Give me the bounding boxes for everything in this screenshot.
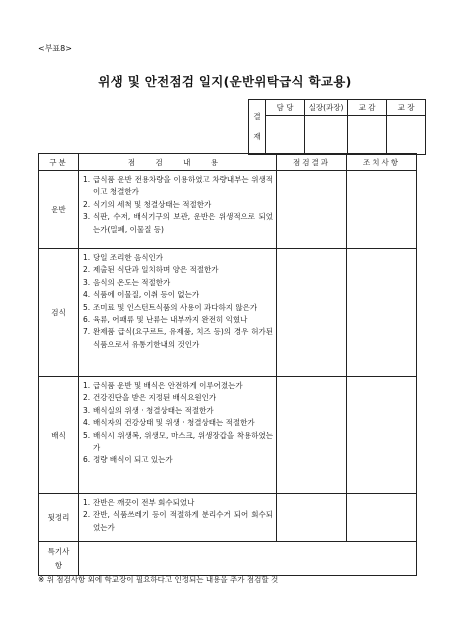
- list-item: 5. 조미료 및 인스턴트식품의 사용이 과다하지 않은가: [83, 302, 258, 312]
- list-item: 7. 완제품 급식(요구르트, 유제품, 치즈 등)의 경우 허가된 식품으로서 유통기한내의 것인가: [83, 327, 273, 349]
- approval-side-label: 결 재: [249, 100, 266, 155]
- items-cell: [79, 171, 277, 249]
- category-cell: 배식: [39, 377, 79, 494]
- table-row: [39, 542, 417, 576]
- list-item: 3. 식판, 수저, 배식기구의 보관, 운반은 위생적으로 되었는가(밀폐, 이물질 등): [83, 212, 273, 234]
- action-cell[interactable]: [347, 249, 417, 377]
- list-item: 6. 육류, 어패류 및 난류는 내부까지 완전히 익혔나: [83, 315, 248, 325]
- list-item: 2. 제출된 식단과 일치하며 양은 적절한가: [83, 265, 219, 275]
- table-row: [39, 171, 417, 249]
- notes-cell[interactable]: [79, 542, 417, 576]
- header-content: 점 검 내 용: [79, 154, 277, 171]
- attachment-tag: <부표8>: [38, 44, 72, 53]
- result-cell[interactable]: [277, 377, 347, 494]
- list-item: 4. 배식자의 건강상태 및 위생 · 청결상태는 적절한가: [83, 418, 255, 428]
- document-title: 위생 및 안전점검 일지(운반위탁급식 학교용): [98, 74, 352, 89]
- list-item: 2. 식기의 세척 및 청결상태는 적절한가: [83, 199, 212, 209]
- result-cell[interactable]: [277, 249, 347, 377]
- list-item: 1. 급식품 운반 전용차량을 이용하였고 차량내부는 위생적이고 청결한가: [83, 175, 273, 197]
- result-cell[interactable]: [277, 494, 347, 542]
- table-row: [39, 249, 417, 377]
- approval-col-vice-principal: 교 감: [348, 100, 387, 116]
- action-cell[interactable]: [347, 377, 417, 494]
- result-cell[interactable]: [277, 171, 347, 249]
- list-item: 3. 음식의 온도는 적절한가: [83, 277, 171, 287]
- category-cell: 뒷정리: [39, 494, 79, 542]
- approval-col-principal: 교 장: [387, 100, 426, 116]
- footnote: ※ 위 점검사항 외에 학교장이 필요하다고 인정되는 내용을 추가 점검할 것: [38, 575, 279, 584]
- items-cell: [79, 249, 277, 377]
- approval-col-staff: 담 당: [266, 100, 305, 116]
- list-item: 5. 배식시 위생복, 위생모, 마스크, 위생장갑을 착용하였는가: [83, 430, 273, 453]
- header-category: 구분: [39, 154, 79, 171]
- action-cell[interactable]: [347, 171, 417, 249]
- category-cell-notes: 특기사항: [39, 542, 79, 576]
- list-item: 2. 잔반, 식품쓰레기 등이 적절하게 분리수거 되어 회수되었는가: [83, 510, 273, 532]
- list-item: 6. 정량 배식이 되고 있는가: [83, 455, 173, 465]
- approval-sign-staff[interactable]: [266, 116, 305, 155]
- category-cell: 운반: [39, 171, 79, 249]
- approval-sign-manager[interactable]: [305, 116, 348, 155]
- header-action: 조치사항: [347, 154, 417, 171]
- list-item: 2. 건강진단을 받은 지정된 배식요원인가: [83, 393, 217, 403]
- approval-box: [248, 99, 426, 155]
- list-item: 3. 배식실의 위생 · 청결상태는 적절한가: [83, 405, 214, 415]
- items-cell: [79, 377, 277, 494]
- category-cell: 검식: [39, 249, 79, 377]
- header-result: 점검결과: [277, 154, 347, 171]
- table-row: [39, 494, 417, 542]
- list-item: 1. 급식품 운반 및 배식은 안전하게 이루어졌는가: [83, 381, 243, 390]
- approval-sign-principal[interactable]: [387, 116, 426, 155]
- list-item: 1. 잔반은 깨끗이 전부 회수되었나: [83, 498, 195, 507]
- approval-col-manager: 실장(과장): [305, 100, 348, 116]
- list-item: 1. 당일 조리한 음식인가: [83, 253, 163, 262]
- table-header-row: [39, 154, 417, 171]
- items-cell: [79, 494, 277, 542]
- list-item: 4. 식품에 이물질, 이취 등이 없는가: [83, 290, 200, 300]
- inspection-table: [38, 153, 417, 576]
- action-cell[interactable]: [347, 494, 417, 542]
- table-row: [39, 377, 417, 494]
- approval-sign-vice-principal[interactable]: [348, 116, 387, 155]
